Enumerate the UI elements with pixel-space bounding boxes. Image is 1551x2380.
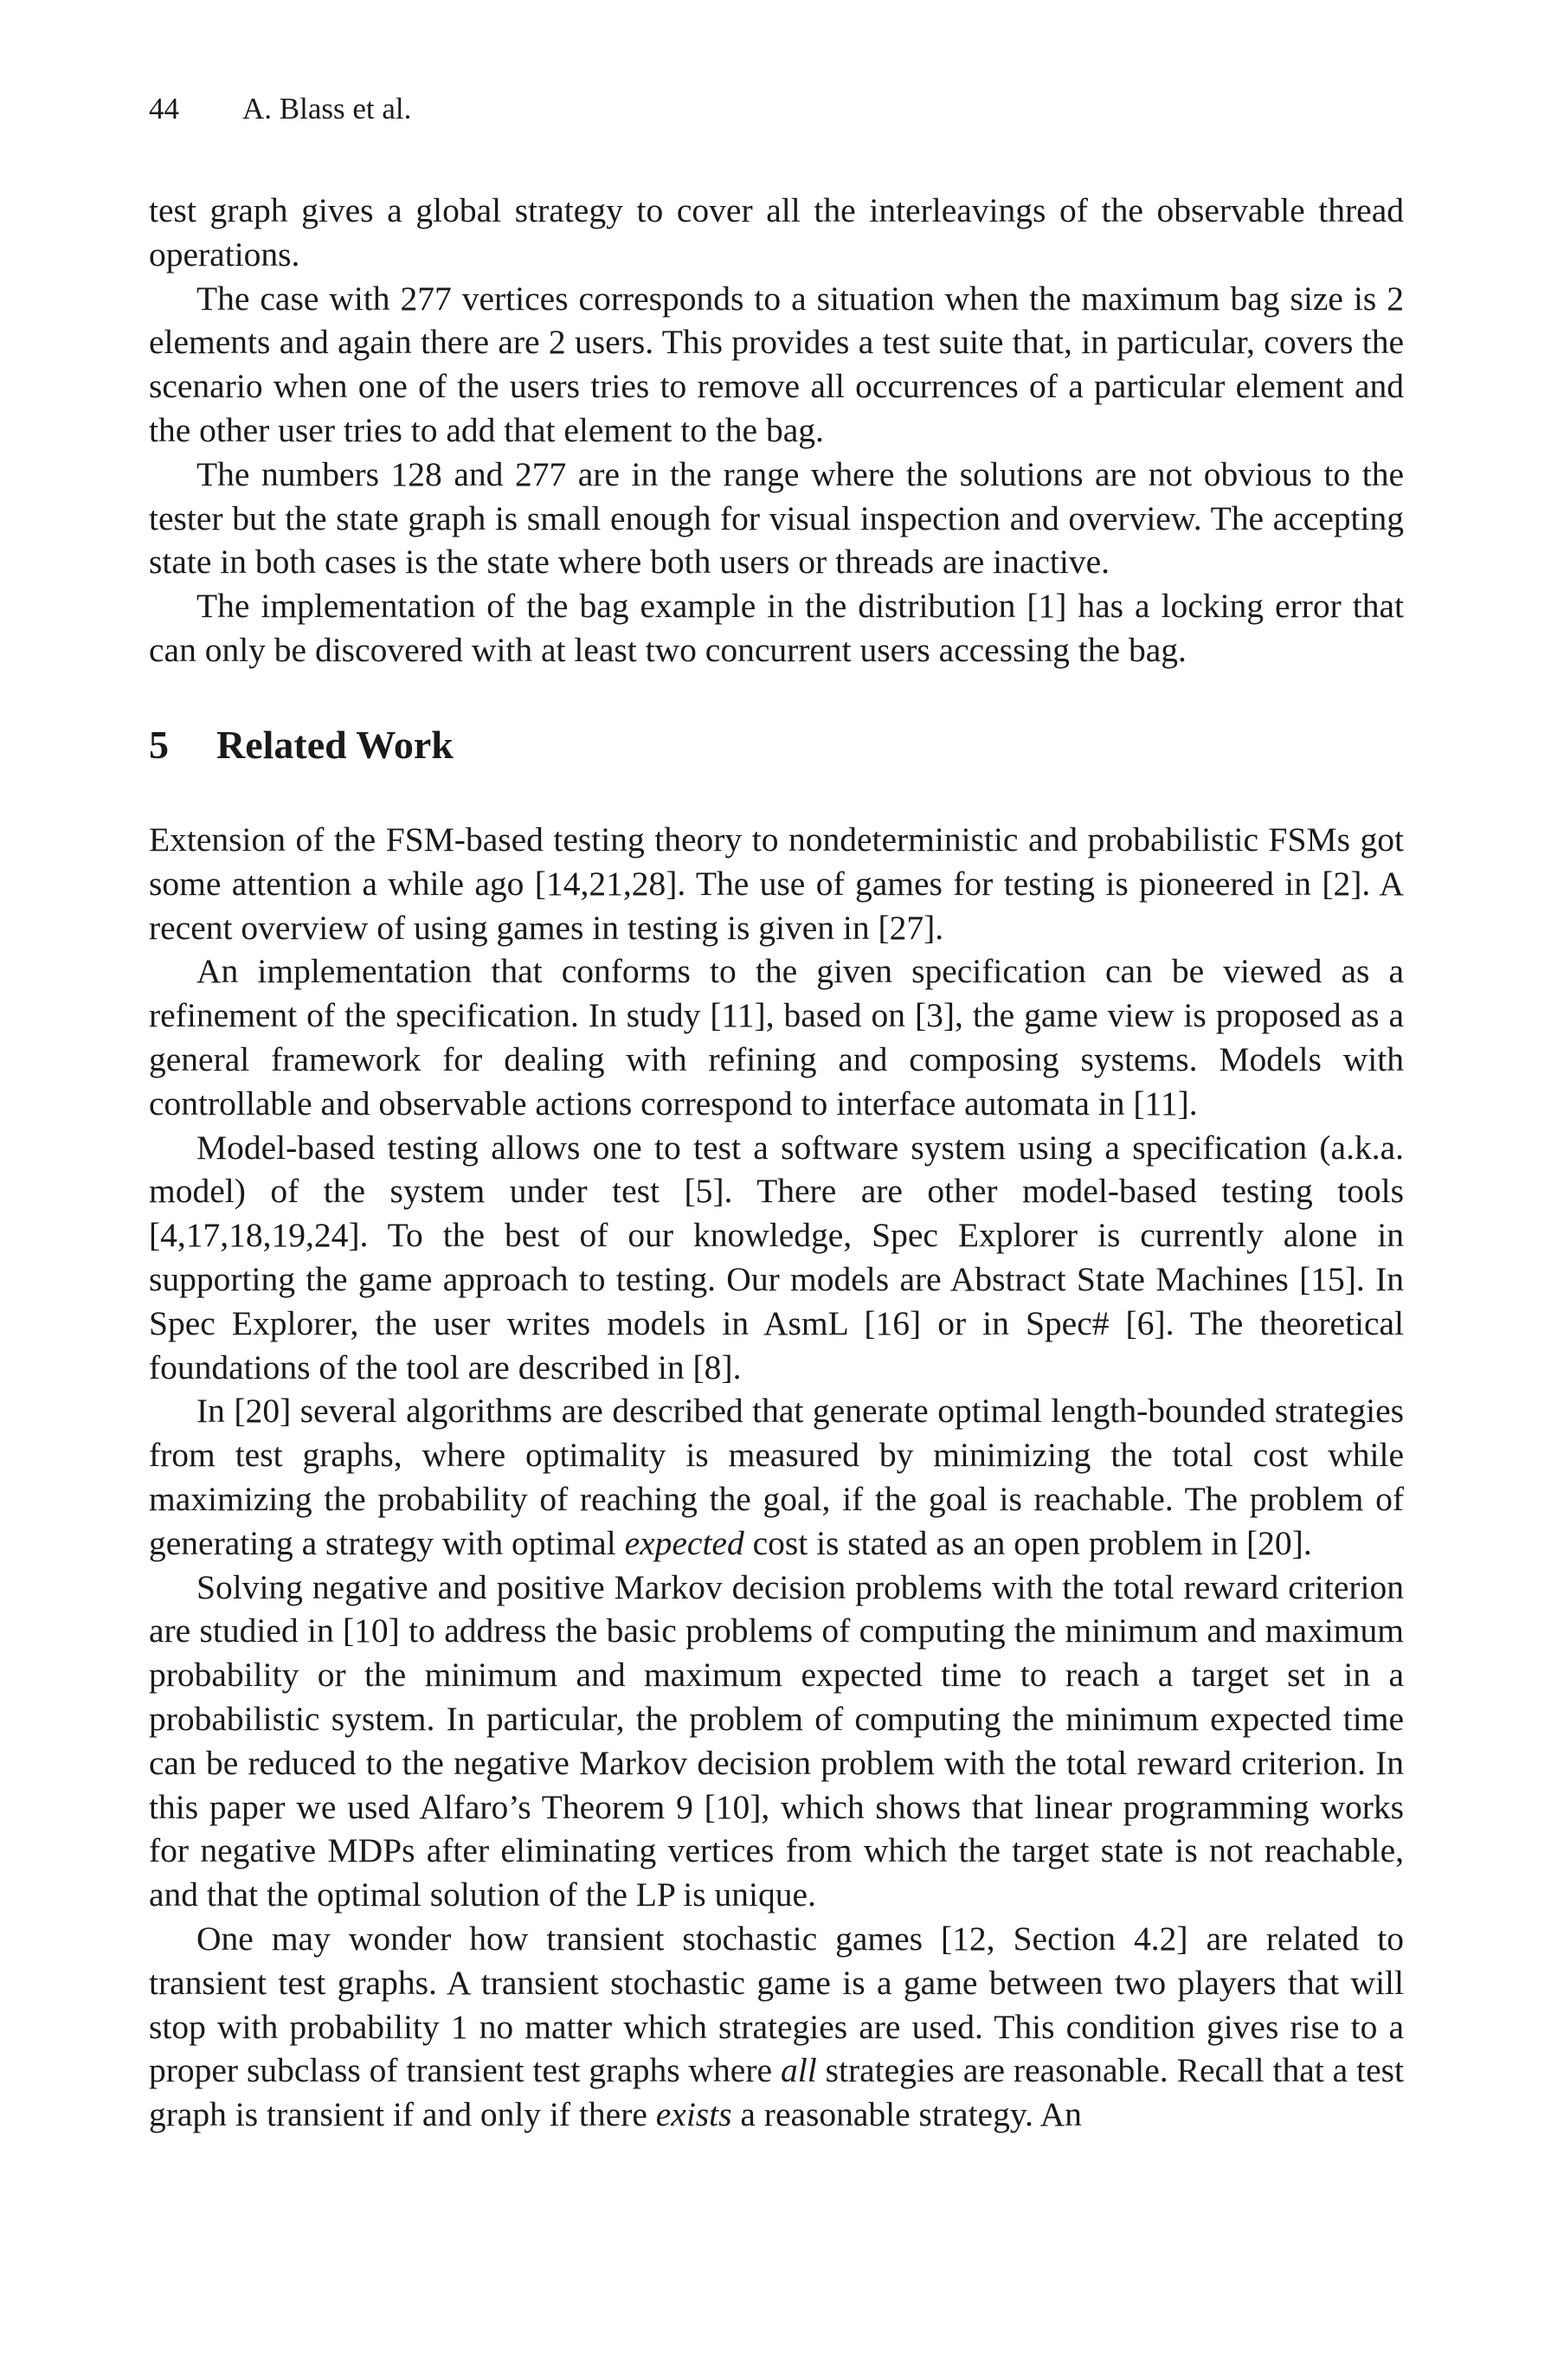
paragraph-fsm-testing: Extension of the FSM-based testing theory to nondeterministic and probabilistic FSMs got some attention a while ago [14,21,28]. The use of games for testing is pioneered in [2]. A recent overview of using games in testing is given in [27]. [149, 820, 1404, 947]
text-segment: cost is stated as an open problem in [20]. [743, 1523, 1312, 1562]
text-segment: In [20] several algorithms are described that generate optimal length-bounded strategies from test graphs, where optimality is measured by minimizing the total cost while maximizing the probability of reaching the goal, if the goal is reachable. The problem of generating a strategy with optimal [149, 1392, 1404, 1562]
top-text-block [149, 189, 1404, 672]
paragraph-markov-decision: Solving negative and positive Markov decision problems with the total reward criterion are studied in [10] to address the basic problems of computing the minimum and maximum probability or the minimum and maximum expected time to reach a target set in a probabilistic system. In particular, the problem of computing the minimum expected time can be reduced to the negative Markov decision problem with the total reward criterion. In this paper we used Alfaro’s Theorem 9 [10], which shows that linear programming works for negative MDPs after eliminating vertices from which the target state is not reachable, and that the optimal solution of the LP is unique. [149, 1567, 1404, 1914]
text-segment: One may wonder how transient stochastic games [12, Section 4.2] are related to transient test graphs. A transient stochastic game is a game between two players that will stop with probability 1 no matter which strategies are used. This condition gives rise to a proper subclass of transient test graphs where [149, 1919, 1404, 2090]
section-title: Related Work [216, 723, 454, 767]
running-title: A. Blass et al. [242, 92, 412, 125]
paragraph-optimal-strategies [149, 1389, 1404, 1565]
section-heading [149, 725, 454, 765]
text-segment: a reasonable strategy. An [731, 2095, 1082, 2134]
paragraph-continuation: test graph gives a global strategy to cover all the interleavings of the observable thread operations. [149, 191, 1404, 273]
paragraph-numbers-range: The numbers 128 and 277 are in the range where the solutions are not obvious to the tester but the state graph is small enough for visual inspection and overview. The accepting state in both cases is the state where both users or threads are inactive. [149, 454, 1404, 582]
emphasis-all: all [780, 2051, 817, 2090]
paragraph-277-vertices: The case with 277 vertices corresponds to a situation when the maximum bag size is 2 elements and again there are 2 users. This provides a test suite that, in particular, covers the scenario when one of the users tries to remove all occurrences of a particular element and the other user tries to add that element to the bag. [149, 279, 1404, 449]
emphasis-expected: expected [624, 1523, 744, 1562]
paragraph-stochastic-games [149, 1917, 1404, 2137]
page-number: 44 [149, 92, 179, 125]
related-work-body [149, 818, 1404, 2137]
text-segment: strategies are reasonable. Recall that a test graph is transient if and only if there [149, 2051, 1404, 2134]
paragraph-refinement: An implementation that conforms to the given specification can be viewed as a refinement of the specification. In study [11], based on [3], the game view is proposed as a general framework for dealing with refining and composing systems. Models with controllable and observable actions correspond to interface automata in [11]. [149, 952, 1404, 1122]
emphasis-exists: exists [655, 2095, 732, 2134]
paragraph-locking-error: The implementation of the bag example in the distribution [1] has a locking error that can only be discovered with at least two concurrent users accessing the bag. [149, 587, 1404, 669]
running-head [149, 93, 411, 124]
section-number: 5 [149, 723, 169, 767]
paragraph-model-based-testing: Model-based testing allows one to test a software system using a specification (a.k.a. model) of the system under test [5]. There are other model-based testing tools [4,17,18,19,24]. To the best of our knowledge, Spec Explorer is currently alone in supporting the game approach to testing. Our models are Abstract State Machines [15]. In Spec Explorer, the user writes models in AsmL [16] or in Spec# [6]. The theoretical foundations of the tool are described in [8]. [149, 1128, 1404, 1386]
